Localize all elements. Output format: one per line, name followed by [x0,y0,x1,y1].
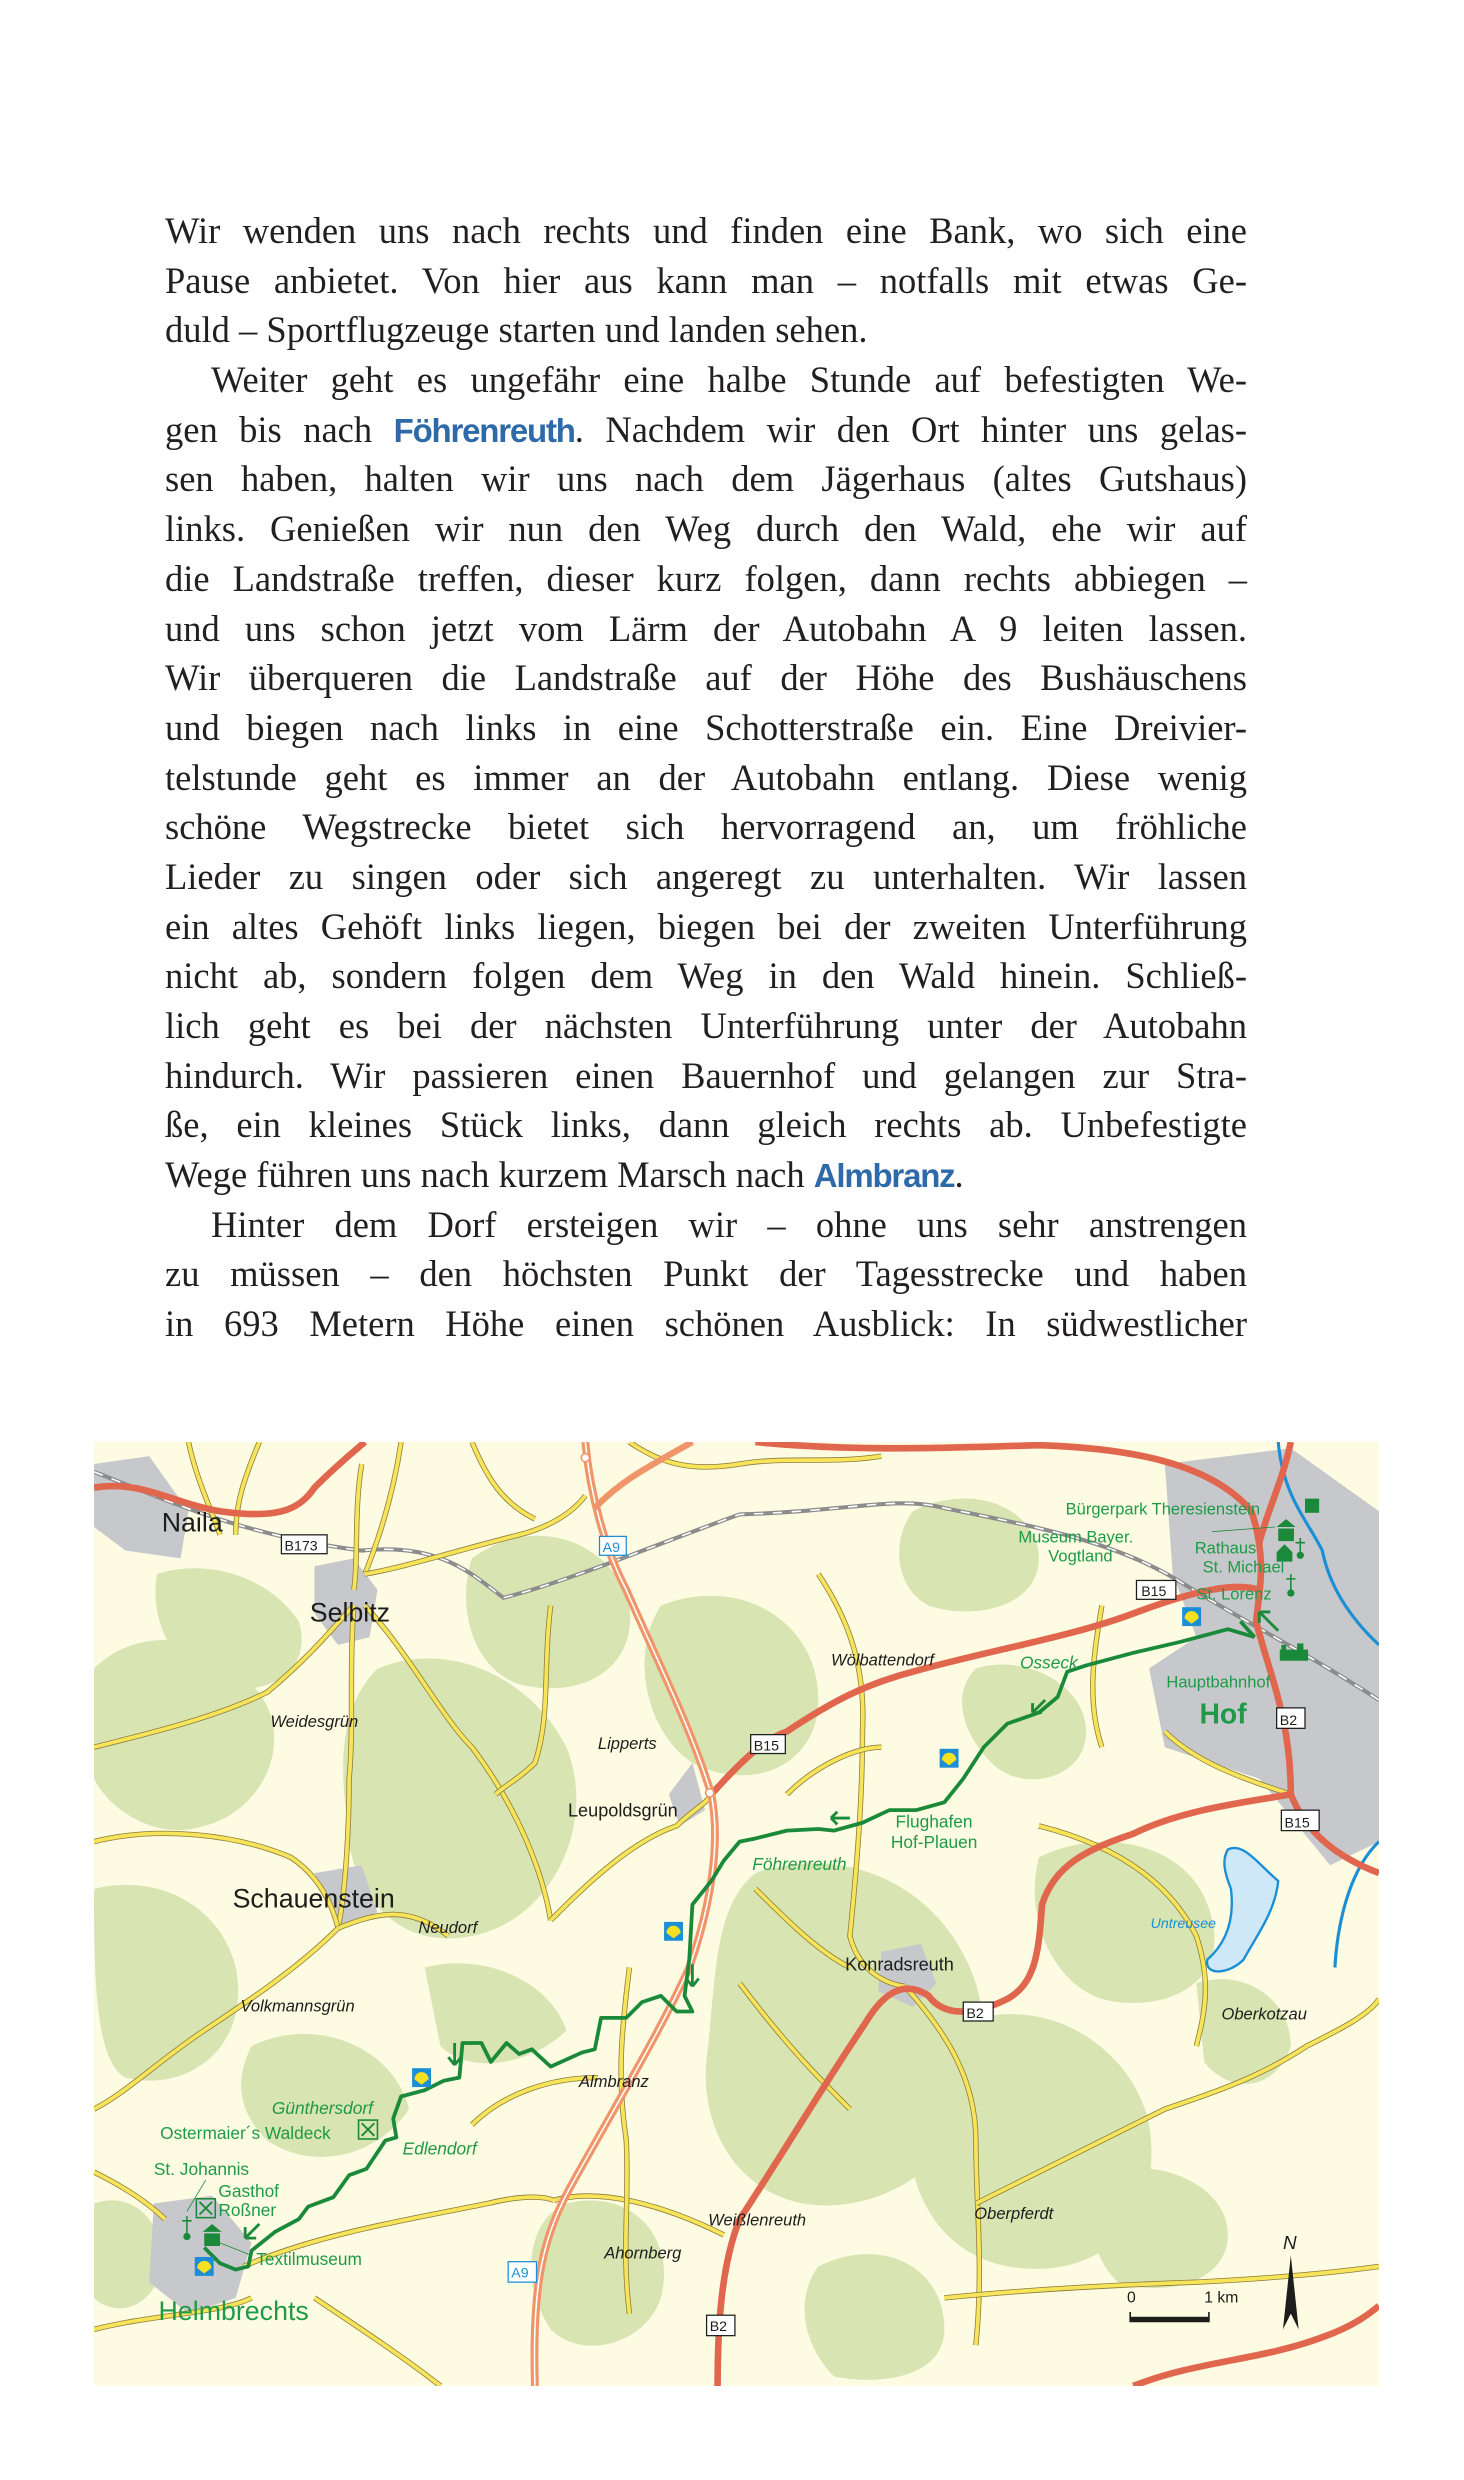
text-run: duld – Sportflugzeuge starten und landen sehen. [165,309,868,351]
shield-a9: A9 [511,2265,529,2282]
text-line [165,355,1247,405]
label-gasthof: Gasthof [218,2181,280,2202]
label-rathaus: Rathaus [1194,1538,1257,1558]
label-ahornberg: Ahornberg [604,2243,682,2263]
label-volkmannsgruen: Volkmannsgrün [240,1996,355,2016]
text-run: die Landstraße treffen, dieser kurz folgen, dann rechts abbiegen – [165,557,1247,599]
scallop-shell-icon [664,1922,683,1941]
label-schauenstein: Schauenstein [232,1883,395,1914]
north-label: N [1282,2233,1297,2255]
label-edlendorf: Edlendorf [402,2138,477,2159]
text-line [165,1249,1247,1299]
label-st-michael: St. Michael [1202,1557,1285,1577]
text-line [165,703,1247,753]
shield-b2: B2 [1279,1713,1298,1730]
text-run: Lieder zu singen oder sich angeregt zu unterhalten. Wir lassen [165,855,1247,897]
text-run: Hinter dem Dorf ersteigen wir – ohne uns sehr anstrengen [211,1203,1247,1245]
label-untreusee: Untreusee [1150,1916,1217,1933]
label-hof: Hof [1199,1698,1247,1731]
label-textilmuseum: Textilmuseum [256,2248,362,2269]
place-highlight: Almbranz [813,1157,955,1195]
text-line [165,1001,1247,1051]
label-woelbattendorf: Wölbattendorf [830,1650,934,1670]
text-run: schöne Wegstrecke bietet sich hervorragend an, um fröhliche [165,806,1247,848]
text-run: telstunde geht es immer an der Autobahn entlang. Diese wenig [165,756,1247,798]
label-st-johannis: St. Johannis [153,2159,250,2180]
text-run: ein altes Gehöft links liegen, biegen bei der zweiten Unterführung [165,905,1247,947]
label-oberkotzau: Oberkotzau [1221,2004,1307,2024]
text-line [165,604,1247,654]
label-neudorf: Neudorf [418,1917,478,1937]
label-museum: Museum Bayer. [1018,1527,1134,1547]
shield-b15: B15 [1141,1584,1167,1601]
text-line [165,653,1247,703]
text-line [165,802,1247,852]
text-run: zu müssen – den höchsten Punkt der Tagesstrecke und haben [165,1253,1247,1295]
label-ostermaier: Ostermaier´s Waldeck [160,2122,331,2143]
shield-b2: B2 [709,2318,728,2335]
text-line [165,405,1247,455]
shield-a9: A9 [602,1540,620,1557]
text-run: Wege führen uns nach kurzem Marsch nach [165,1154,814,1196]
text-run: . Nachdem wir den Ort hinter uns gelas- [574,408,1247,450]
label-lipperts: Lipperts [597,1733,657,1753]
shield-b173: B173 [284,1538,318,1555]
body-text [165,206,1247,1349]
restaurant-icon [196,2199,215,2218]
label-flughafen: Flughafen [895,1811,973,1832]
route-map [94,1442,1379,2386]
label-osseck: Osseck [1019,1652,1078,1673]
label-konradsreuth: Konradsreuth [845,1954,954,1975]
text-run: Wir überqueren die Landstraße auf der Höhe des Bushäuschens [165,657,1247,699]
shield-b2: B2 [966,2005,984,2022]
scallop-shell-icon [412,2068,431,2087]
text-run: gen bis nach [165,408,394,450]
text-run: sen haben, halten wir uns nach dem Jägerhaus (altes Gutshaus) [165,458,1247,500]
text-line [165,1200,1247,1250]
label-weidesgruen: Weidesgrün [270,1711,359,1731]
text-line [165,951,1247,1001]
label-foehrenreuth: Föhrenreuth [752,1853,847,1874]
park-icon [1305,1499,1319,1513]
label-buergerpark: Bürgerpark Theresienstein [1065,1499,1261,1519]
scallop-shell-icon [195,2257,214,2276]
scallop-shell-icon [1182,1607,1201,1626]
text-line [165,1150,1247,1200]
label-oberpferdt: Oberpferdt [974,2204,1054,2224]
text-line [165,902,1247,952]
shield-b15: B15 [1284,1815,1310,1832]
shield-b15: B15 [753,1738,780,1755]
scallop-shell-icon [940,1749,959,1768]
text-line [165,1100,1247,1150]
text-run: Pause anbietet. Von hier aus kann man – notfalls mit etwas Ge- [165,259,1247,301]
text-run: in 693 Metern Höhe einen schönen Ausblick: In südwestlicher [165,1303,1247,1345]
text-run: Weiter geht es ungefähr eine halbe Stunde auf befestigten We- [211,359,1247,401]
label-gasthof-2: Roßner [218,2200,277,2221]
text-run: Wir wenden uns nach rechts und finden eine Bank, wo sich eine [165,210,1247,251]
text-line [165,753,1247,803]
label-selbitz: Selbitz [309,1597,391,1628]
text-line [165,554,1247,604]
label-weisslenreuth: Weißlenreuth [708,2210,807,2230]
text-run: und uns schon jetzt vom Lärm der Autobahn A 9 leiten lassen. [165,607,1247,649]
text-run: . [954,1154,964,1196]
label-guenthersdorf: Günthersdorf [271,2097,373,2118]
text-run: hindurch. Wir passieren einen Bauernhof und gelangen zur Stra- [165,1054,1247,1096]
label-helmbrechts: Helmbrechts [158,2295,309,2326]
text-line [165,504,1247,554]
text-line [165,206,1247,256]
text-run: nicht ab, sondern folgen dem Weg in den Wald hinein. Schließ- [165,955,1247,997]
place-highlight: Föhrenreuth [393,411,575,449]
text-run: lich geht es bei der nächsten Unterführung unter der Autobahn [165,1005,1247,1046]
label-flughafen-2: Hof-Plauen [890,1831,978,1852]
text-line [165,852,1247,902]
label-leupoldsgruen: Leupoldsgrün [568,1800,678,1821]
text-run: ße, ein kleines Stück links, dann gleich rechts ab. Unbefestigte [165,1104,1247,1146]
text-run: links. Genießen wir nun den Weg durch den Wald, ehe wir auf [165,508,1247,550]
scale-unit: 1 km [1204,2289,1239,2307]
text-run: und biegen nach links in eine Schotterstraße ein. Eine Dreivier- [165,706,1247,748]
text-line [165,256,1247,306]
text-line [165,1051,1247,1101]
label-hauptbahnhof: Hauptbahnhof [1166,1672,1271,1692]
label-naila: Naila [161,1507,223,1538]
label-museum-2: Vogtland [1048,1546,1113,1566]
text-line [165,305,1247,355]
label-st-lorenz: St. Lorenz [1196,1584,1272,1604]
text-line [165,454,1247,504]
text-line [165,1299,1247,1349]
scale-zero: 0 [1127,2289,1136,2307]
church-icon [1297,1552,1304,1559]
label-almbranz: Almbranz [579,2072,649,2092]
